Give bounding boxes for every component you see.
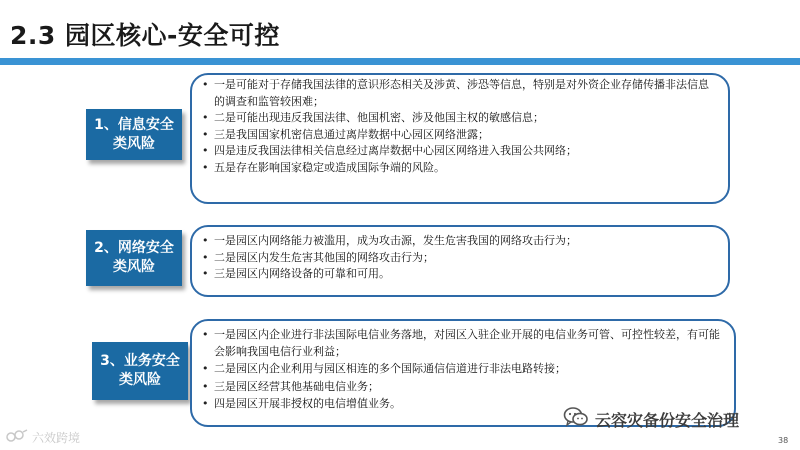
list-item: • 三是园区经营其他基础电信业务； bbox=[202, 378, 724, 395]
list-item: • 三是园区内网络设备的可靠和可用。 bbox=[202, 266, 718, 283]
list-item: • 四是违反我国法律相关信息经过离岸数据中心园区网络进入我国公共网络； bbox=[202, 143, 718, 160]
list-item: • 四是园区开展非授权的电信增值业务。 bbox=[202, 395, 724, 412]
list-item: • 五是存在影响国家稳定或造成国际争端的风险。 bbox=[202, 160, 718, 177]
list-item: • 一是园区内网络能力被滥用，成为攻击源，发生危害我国的网络攻击行为； bbox=[202, 233, 718, 250]
section-label-info-security bbox=[86, 109, 182, 160]
logo-text: 六效跨境 bbox=[32, 431, 81, 445]
title-divider bbox=[0, 58, 800, 65]
section-label-line2: 类风险 bbox=[113, 259, 155, 275]
wechat-watermark bbox=[563, 406, 739, 432]
wechat-icon bbox=[563, 406, 589, 432]
section-label-line2: 类风险 bbox=[119, 372, 161, 388]
wechat-account-name: 云容灾备份安全治理 bbox=[595, 410, 740, 430]
watermark-logo bbox=[6, 429, 80, 446]
section-label-line1: 3、业务安全 bbox=[100, 353, 180, 369]
list-item: • 三是我国国家机密信息通过离岸数据中心园区网络泄露； bbox=[202, 127, 718, 144]
section-label-line1: 2、网络安全 bbox=[94, 240, 174, 256]
section-label-line1: 1、信息安全 bbox=[94, 116, 174, 133]
logo-icon bbox=[6, 429, 28, 446]
section-label-line2: 类风险 bbox=[113, 135, 155, 152]
section-content-info-security bbox=[190, 73, 730, 204]
section-label-network-security bbox=[86, 230, 182, 286]
list-item: • 一是园区内企业进行非法国际电信业务落地，对园区入驻企业开展的电信业务可管、可控性较差，有可能会影响我国电信行业利益； bbox=[202, 326, 724, 360]
page-number: 38 bbox=[778, 436, 789, 445]
slide-title: 2.3 园区核心-安全可控 bbox=[10, 21, 280, 50]
list-item: • 二是可能出现违反我国法律、他国机密、涉及他国主权的敏感信息； bbox=[202, 110, 718, 127]
list-item: • 一是可能对于存储我国法律的意识形态相关及涉黄、涉恐等信息，特别是对外资企业存储传播非法信息的调查和监管较困难； bbox=[202, 77, 718, 110]
section-content-network-security bbox=[190, 225, 730, 297]
list-item: • 二是园区内企业利用与园区相连的多个国际通信信道进行非法电路转接； bbox=[202, 360, 724, 377]
section-label-business-security bbox=[92, 342, 188, 400]
list-item: • 二是园区内发生危害其他国的网络攻击行为； bbox=[202, 250, 718, 267]
